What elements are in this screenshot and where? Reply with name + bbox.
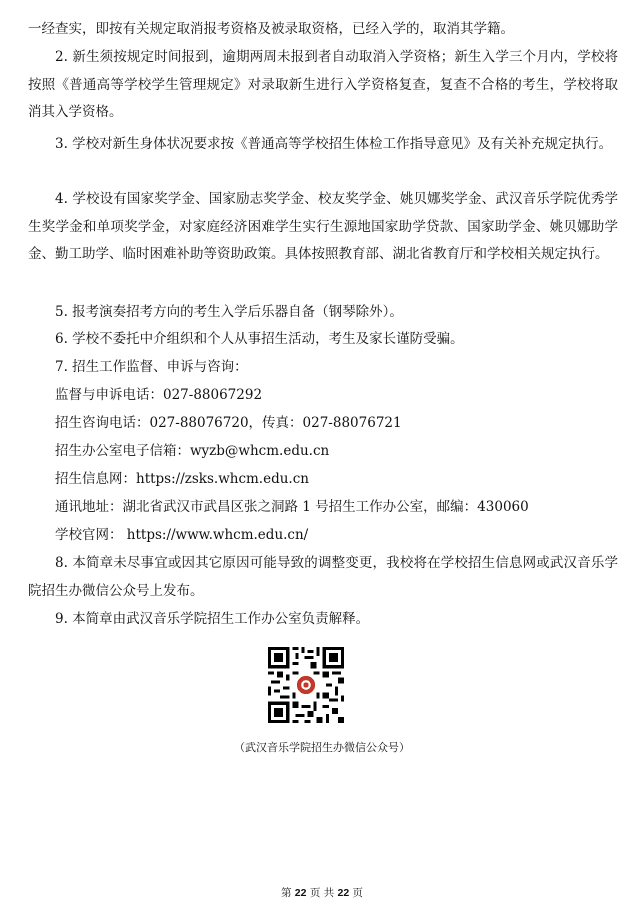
paragraph-3-health: 3. 学校对新生身体状况要求按《普通高等学校招生体检工作指导意见》及有关补充规定执行。 bbox=[55, 136, 613, 152]
paragraph-2-registration: 2. 新生须按规定时间报到，逾期两周未报到者自动取消入学资格；新生入学三个月内，学校将按照《普通高等学校学生管理规定》对录取新生进行入学资格复查，复查不合格的考生，学校将取消其入学资格。 bbox=[28, 49, 618, 120]
paragraph-4-scholarships: 4. 学校设有国家奖学金、国家励志奖学金、校友奖学金、姚贝娜奖学金、武汉音乐学院优秀学生奖学金和单项奖学金，对家庭经济困难学生实行生源地国家助学贷款、国家助学金、姚贝娜助学金、勤工助学、临时困难补助等资助政策。具体按照教育部、湖北省教育厅和学校相关规定执行。 bbox=[28, 191, 618, 262]
footer-middle: 页 共 bbox=[309, 887, 335, 899]
qr-code-icon bbox=[268, 647, 344, 723]
consult-phone: 招生咨询电话：027-88076720，传真：027-88076721 bbox=[55, 415, 402, 431]
email-address: 招生办公室电子信箱：wyzb@whcm.edu.cn bbox=[55, 443, 330, 459]
paragraph-5-instruments: 5. 报考演奏招考方向的考生入学后乐器自备（钢琴除外）。 bbox=[55, 304, 403, 320]
official-website: 学校官网： https://www.whcm.edu.cn/ bbox=[55, 527, 309, 543]
footer-total-pages: 22 bbox=[337, 887, 350, 899]
paragraph-6-no-agents: 6. 学校不委托中介组织和个人从事招生活动，考生及家长谨防受骗。 bbox=[55, 331, 464, 347]
paragraph-1-continued: 一经查实，即按有关规定取消报考资格及被录取资格，已经入学的，取消其学籍。 bbox=[28, 21, 514, 37]
supervision-phone: 监督与申诉电话：027-88067292 bbox=[55, 387, 263, 403]
paragraph-9-interpretation: 9. 本简章由武汉音乐学院招生工作办公室负责解释。 bbox=[55, 611, 370, 627]
mailing-address: 通讯地址：湖北省武汉市武昌区张之洞路 1 号招生工作办公室，邮编：430060 bbox=[55, 499, 529, 515]
qr-caption: （武汉音乐学院招生办微信公众号） bbox=[234, 741, 410, 754]
footer-suffix: 页 bbox=[352, 887, 364, 899]
page-number-footer bbox=[0, 886, 644, 900]
paragraph-8-updates: 8. 本简章未尽事宜或因其它原因可能导致的调整变更，我校将在学校招生信息网或武汉音乐学院招生办微信公众号上发布。 bbox=[28, 555, 618, 599]
footer-current-page: 22 bbox=[294, 887, 307, 899]
admissions-website: 招生信息网：https://zsks.whcm.edu.cn bbox=[55, 471, 309, 487]
paragraph-7-contacts-heading: 7. 招生工作监督、申诉与咨询： bbox=[55, 359, 248, 375]
footer-prefix: 第 bbox=[280, 887, 292, 899]
